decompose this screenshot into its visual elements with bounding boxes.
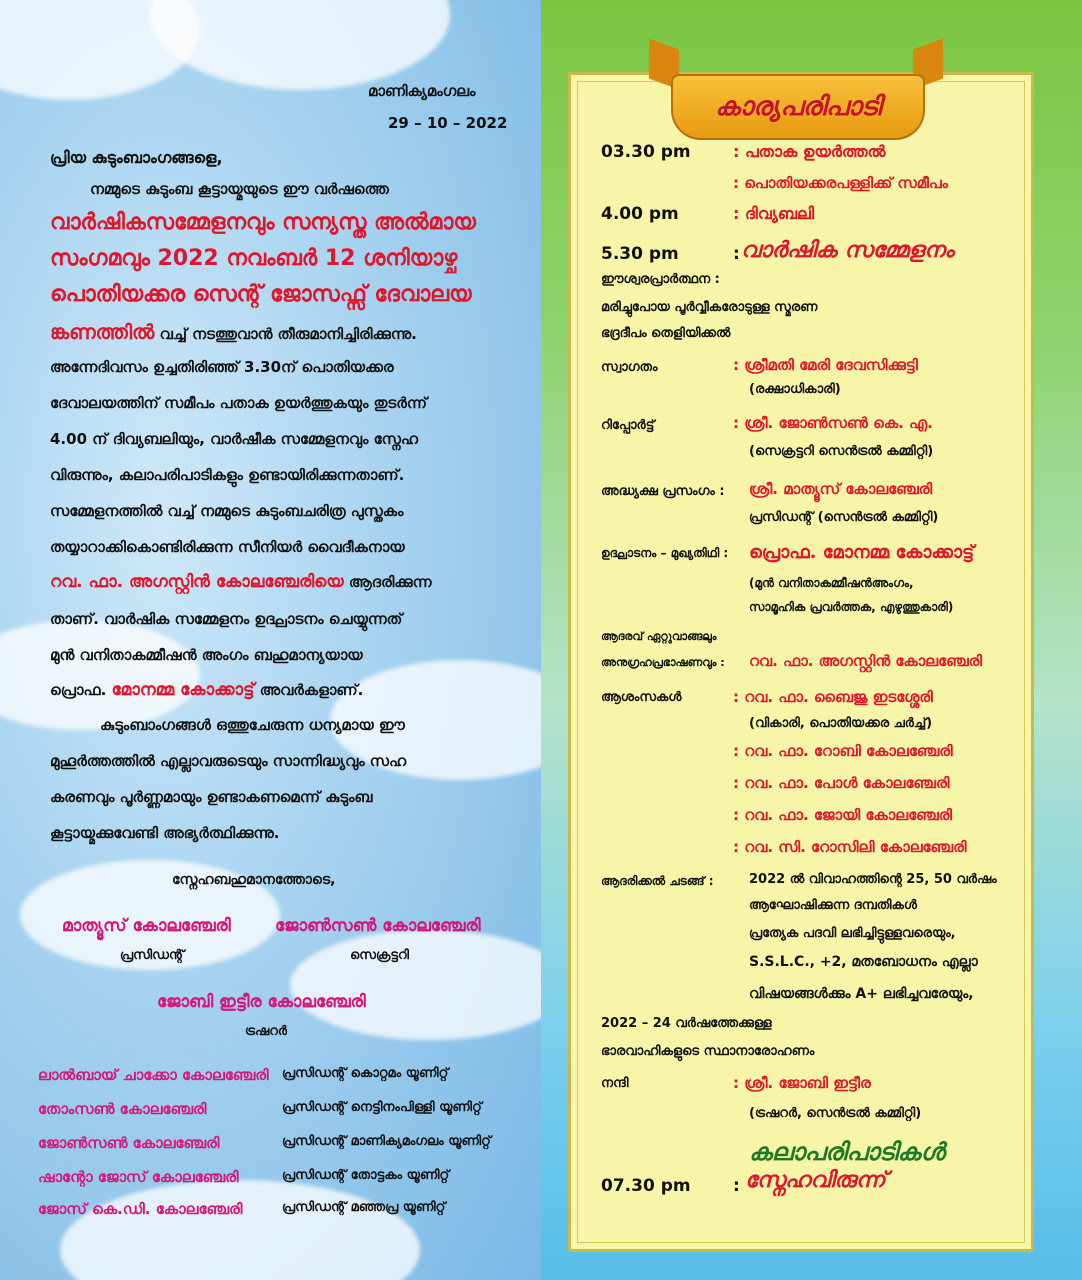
- unit-name: തോംസൺ കോലഞ്ചേരി: [38, 1100, 207, 1118]
- speaker-name: : റവ. ഫാ. ജോയി കോലഞ്ചേരി: [733, 806, 953, 824]
- speaker-role: (വികാരി, പൊതിയക്കര ചർച്ച്): [749, 716, 933, 731]
- time-label: 5.30 pm: [601, 244, 679, 264]
- program-title: കാര്യപരിപാടി: [714, 91, 882, 122]
- program-item: : പൊതിയക്കരപള്ളിക്ക് സമീപം: [733, 174, 948, 192]
- program-label: ആദരിക്കൽ ചടങ്ങ് :: [601, 874, 714, 888]
- time-label: 03.30 pm: [601, 142, 691, 162]
- cloud-decoration: [0, 620, 200, 730]
- unit-name: ഷാന്റോ ജോസ് കോലഞ്ചേരി: [38, 1168, 239, 1186]
- letter-line: പ്രൊഫ. മോനമ്മ കോക്കാട്ട് അവർകളാണ്.: [50, 680, 364, 700]
- program-label: റിപ്പോർട്ട്: [601, 418, 655, 433]
- speaker-name: ശ്രീ. മാത്യൂസ് കോലഞ്ചേരി: [749, 480, 933, 498]
- ceremony-line: പ്രത്യേക പദവി ലഭിച്ചിട്ടുള്ളവരെയും,: [749, 926, 956, 941]
- program-label: നന്ദി: [601, 1076, 629, 1091]
- letter-line: നമ്മുടെ കുടുംബ കൂട്ടായ്മയുടെ ഈ വർഷത്തെ: [90, 180, 389, 198]
- letter-line: സമ്മേളനത്തിൽ വച്ച് നമ്മുടെ കുടുംബചരിത്ര പുസ്തകം: [50, 502, 404, 520]
- time-label: 07.30 pm: [601, 1176, 691, 1196]
- speaker-name: റവ. ഫാ. അഗസ്റ്റിൻ കോലഞ്ചേരി: [749, 652, 983, 670]
- speaker-name: : റവ. സി. റോസിലി കോലഞ്ചേരി: [733, 838, 967, 856]
- unit-role: പ്രസിഡന്റ് മഞ്ഞപ്ര യൂണിറ്റ്: [282, 1200, 446, 1215]
- letter-salutation: പ്രിയ കുടുംബാംഗങ്ങളെ,: [50, 148, 223, 167]
- unit-role: പ്രസിഡന്റ് തോട്ടകം യൂണിറ്റ്: [282, 1168, 450, 1183]
- program-item: : ദിവ്യബലി: [733, 204, 815, 223]
- ceremony-line: ആഘോഷിക്കുന്ന ദമ്പതികൾ: [749, 898, 917, 913]
- arts-heading: കലാപരിപാടികൾ: [749, 1138, 945, 1166]
- colon: :: [733, 1176, 740, 1196]
- signatory-name: ജോൺസൺ കോലഞ്ചേരി: [275, 916, 481, 936]
- program-label: ആദരവ് ഏറ്റുവാങ്ങലും: [601, 630, 717, 643]
- letter-line: മുൻ വനിതാകമ്മീഷൻ അംഗം ബഹുമാന്യയായ: [50, 646, 363, 664]
- speaker-name: : റവ. ഫാ. റോബി കോലഞ്ചേരി: [733, 742, 953, 760]
- speaker-role: (മുൻ വനിതാകമ്മീഷൻഅംഗം,: [749, 576, 914, 590]
- unit-role: പ്രസിഡന്റ് മാണിക്യമംഗലം യൂണിറ്റ്: [282, 1134, 491, 1149]
- signatory-role: സെക്രട്ടറി: [350, 948, 409, 963]
- unit-name: ജോൺസൺ കോലഞ്ചേരി: [38, 1134, 220, 1152]
- speaker-role: (ട്രഷറർ, സെൻട്രൽ കമ്മിറ്റി): [749, 1106, 922, 1121]
- unit-role: പ്രസിഡന്റ് കൊറ്റമം യൂണിറ്റ്: [282, 1066, 449, 1081]
- program-label: ഭാരവാഹികളുടെ സ്ഥാനാരോഹണം: [601, 1044, 815, 1059]
- time-label: 4.00 pm: [601, 204, 679, 224]
- ceremony-line: 2022 ൽ വിവാഹത്തിന്റെ 25, 50 വർഷം: [749, 872, 997, 887]
- program-label: 2022 – 24 വർഷത്തേക്കുള്ള: [601, 1016, 772, 1031]
- letter-line: തയ്യാറാക്കികൊണ്ടിരിക്കുന്ന സീനിയർ വൈദീകനായ: [50, 538, 405, 556]
- speaker-role: (രക്ഷാധികാരി): [749, 382, 841, 397]
- colon: :: [733, 244, 740, 264]
- letter-line: അന്നേദിവസം ഉച്ചതിരിഞ്ഞ് 3.30ന് പൊതിയക്കര: [50, 358, 394, 376]
- signatory-name: ജോബി ഇട്ടീര കോലഞ്ചേരി: [157, 992, 366, 1012]
- program-label: സ്വാഗതം: [601, 360, 658, 375]
- letter-closing: സ്നേഹബഹുമാനത്തോടെ,: [172, 872, 336, 888]
- speaker-name: : റവ. ഫാ. പോൾ കോലഞ്ചേരി: [733, 774, 950, 792]
- ceremony-line: S.S.L.C., +2, മതബോധനം എല്ലാ: [749, 954, 978, 970]
- dinner-item: സ്നേഹവിരുന്ന്: [745, 1168, 886, 1193]
- signatory-role: ട്രഷറർ: [245, 1024, 288, 1039]
- letter-line: കുടുംബാംഗങ്ങൾ ഒത്തുചേരുന്ന ധന്യമായ ഈ: [100, 716, 405, 734]
- letter-line: ങ്കണത്തിൽ വച്ച് നടത്തുവാൻ തീരുമാനിച്ചിരിക്കുന്നു.: [50, 320, 417, 344]
- letter-highlight: സംഗമവും 2022 നവംബർ 12 ശനിയാഴ്ച: [50, 246, 458, 271]
- letter-line: മുഹൂർത്തത്തിൽ എല്ലാവരുടെയും സാന്നിദ്ധ്യവും സഹ: [50, 752, 407, 770]
- signatory-role: പ്രസിഡന്റ്: [120, 948, 185, 963]
- cloud-decoration: [150, 0, 450, 90]
- letter-line: കൂട്ടായ്മക്കുവേണ്ടി അഭ്യർത്ഥിക്കുന്നു.: [50, 824, 280, 842]
- cloud-decoration: [290, 930, 541, 1040]
- program-page: [541, 0, 1082, 1280]
- speaker-role: സാമൂഹിക പ്രവർത്തക, എഴുത്തുകാരി): [749, 600, 954, 614]
- program-label: അദ്ധ്യക്ഷ പ്രസംഗം :: [601, 484, 725, 499]
- letter-highlight: വാർഷികസമ്മേളനവും സന്യസ്ത അൽമായ: [50, 210, 476, 235]
- program-sub: ഭദ്രദീപം തെളിയിക്കൽ: [601, 326, 731, 341]
- cloud-decoration: [60, 1180, 420, 1280]
- speaker-name: പ്രൊഫ. മോനമ്മ കോക്കാട്ട്: [749, 542, 975, 563]
- program-sub: ഈശ്വരപ്രാർത്ഥന :: [601, 272, 720, 287]
- program-label: അനുഗ്രഹപ്രഭാഷണവും :: [601, 656, 725, 669]
- letter-line: റവ. ഫാ. അഗസ്റ്റിൻ കോലഞ്ചേരിയെ ആദരിക്കുന്ന: [50, 572, 432, 592]
- program-item: : പതാക ഉയർത്തൽ: [733, 142, 886, 161]
- unit-name: ജോസ് കെ.ഡി. കോലഞ്ചേരി: [38, 1200, 243, 1218]
- signatory-name: മാത്യൂസ് കോലഞ്ചേരി: [62, 916, 231, 936]
- unit-name: ലാൽബായ് ചാക്കോ കോലഞ്ചേരി: [38, 1066, 269, 1084]
- letter-line: ദേവാലയത്തിന് സമീപം പതാക ഉയർത്തുകയും തുടർന്ന്: [50, 394, 428, 412]
- speaker-name: : ശ്രീ. ജോൺസൺ കെ. എ.: [733, 414, 933, 432]
- letter-place: മാണിക്യമംഗലം: [368, 82, 476, 100]
- speaker-role: (സെക്രട്ടറി സെൻട്രൽ കമ്മിറ്റി): [749, 444, 934, 459]
- letter-line: താണ്. വാർഷിക സമ്മേളനം ഉദ്ഘാടനം ചെയ്യുന്നത്: [50, 610, 403, 628]
- letter-date: 29 – 10 – 2022: [388, 114, 508, 132]
- speaker-name: : ശ്രീ. ജോബി ഇട്ടീര: [733, 1074, 871, 1092]
- program-item-script: വാർഷിക സമ്മേളനം: [741, 238, 954, 263]
- speaker-name: : റവ. ഫാ. ബൈജു ഇടശ്ശേരി: [733, 688, 933, 706]
- program-title-ribbon: [671, 74, 925, 140]
- letter-line: 4.00 ന് ദിവ്യബലിയും, വാർഷീക സമ്മേളനവും സ്നേഹ: [50, 430, 419, 448]
- unit-role: പ്രസിഡന്റ് നെട്ടിനംപിള്ളി യൂണിറ്റ്: [282, 1100, 482, 1115]
- letter-line: കരണവും പൂർണ്ണമായും ഉണ്ടാകണമെന്ന് കുടുംബ: [50, 788, 373, 806]
- letter-highlight: പൊതിയക്കര സെന്റ് ജോസഫ്സ് ദേവാലയ: [50, 282, 472, 307]
- program-label: ആശംസകൾ: [601, 690, 682, 705]
- program-label: ഉദ്ഘാടനം – മുഖ്യതിഥി :: [601, 546, 729, 560]
- ceremony-line: വിഷയങ്ങൾക്കും A+ ലഭിച്ചവരേയും,: [749, 986, 974, 1002]
- letter-line: വിരുന്നും, കലാപരിപാടികളും ഉണ്ടായിരിക്കുന്നതാണ്.: [50, 466, 405, 484]
- program-sub: മരിച്ചുപോയ പൂർവ്വീകരോടുള്ള സ്മരണ: [601, 300, 818, 315]
- speaker-role: പ്രസിഡന്റ് (സെൻട്രൽ കമ്മിറ്റി): [749, 510, 939, 525]
- speaker-name: : ശ്രീമതി മേരി ദേവസിക്കുട്ടി: [733, 356, 918, 374]
